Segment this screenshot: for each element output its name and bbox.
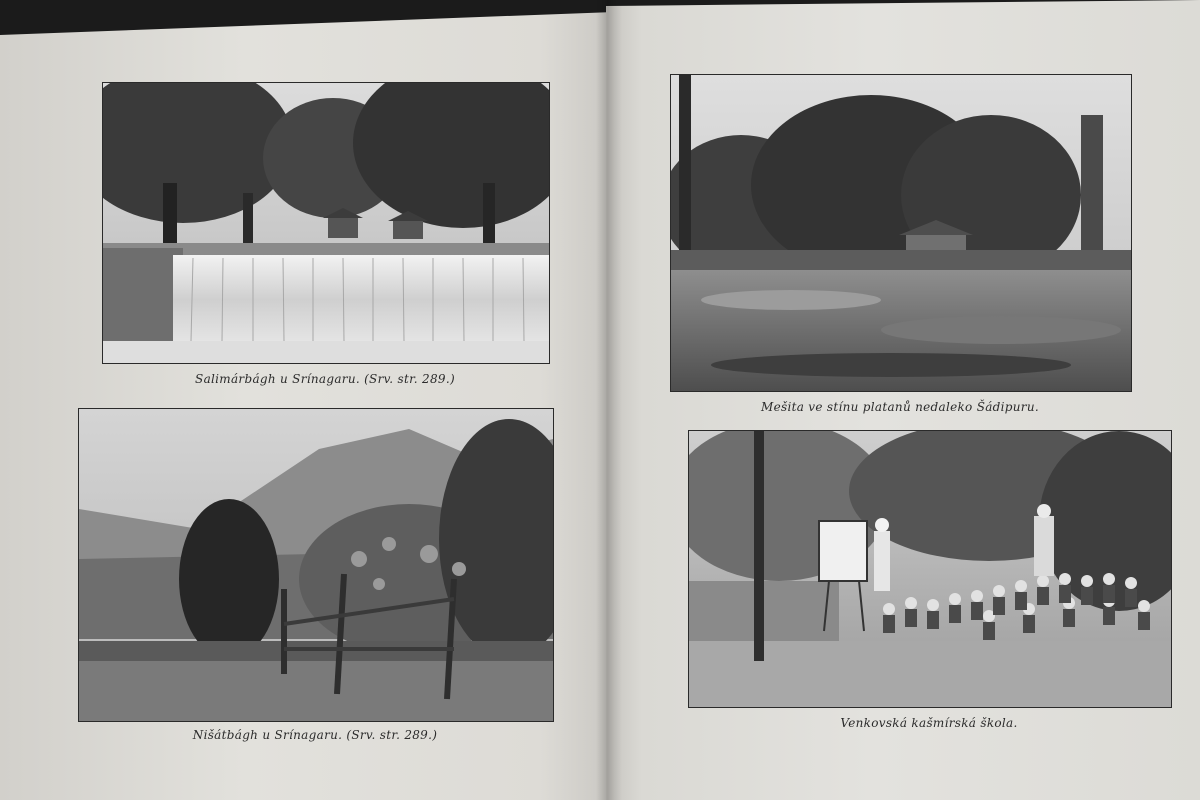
book-gutter — [596, 0, 622, 800]
photo-mesita-image — [671, 75, 1131, 391]
photo-salimarbagh-image — [103, 83, 549, 363]
caption-mesita: Mešita ve stínu platanů nedaleko Šádipuru. — [761, 400, 1039, 414]
photo-mesita — [670, 74, 1132, 392]
photo-skola — [688, 430, 1172, 708]
caption-salimarbagh: Salimárbágh u Srínagaru. (Srv. str. 289.) — [195, 372, 455, 386]
photo-skola-image — [689, 431, 1171, 707]
caption-nisatbagh: Nišátbágh u Srínagaru. (Srv. str. 289.) — [192, 728, 438, 742]
caption-skola: Venkovská kašmírská škola. — [840, 716, 1018, 730]
photo-salimarbagh — [102, 82, 550, 364]
photo-nisatbagh-image — [79, 409, 553, 721]
photo-nisatbagh — [78, 408, 554, 722]
